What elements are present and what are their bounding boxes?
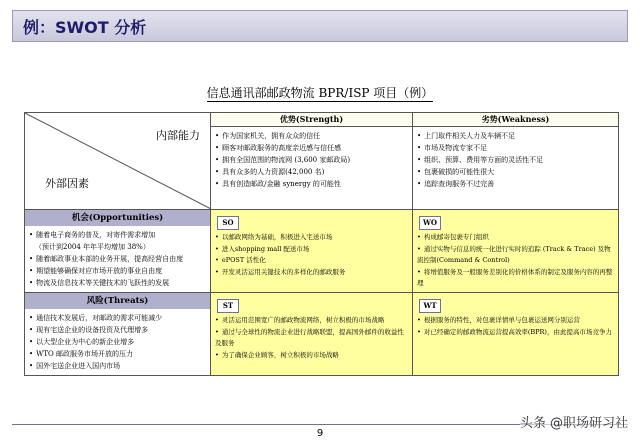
page-number: 9 bbox=[316, 428, 324, 439]
title-bar bbox=[12, 10, 628, 42]
internal-capability-label: 内部能力 bbox=[156, 129, 200, 142]
swot-table bbox=[24, 112, 619, 376]
threat-item: • 以大型企业为中心的新企业增多 bbox=[29, 336, 208, 348]
opportunity-item: • 随着电子商务的普及，对寄件需求增加 bbox=[29, 229, 208, 241]
opportunity-item: • 物流及信息技术等关键技术的飞跃性的发展 bbox=[29, 277, 208, 289]
strength-item: • 具有创造邮政/金融 synergy 的可能性 bbox=[215, 178, 410, 190]
threats-cell bbox=[25, 293, 211, 376]
st-item: • 通过与全球性的物流企业进行战略联盟，提高国外邮件的收益性及服务 bbox=[215, 327, 410, 350]
wt-tag: WT bbox=[419, 299, 441, 313]
page-title: 例：SWOT 分析 bbox=[23, 18, 147, 37]
diagonal-header-cell bbox=[25, 113, 211, 210]
wt-item: • 根据服务的特性，对包裹详情单与包裹运送网分别运营 bbox=[417, 315, 616, 327]
weakness-item: • 包裹破损的可能性很大 bbox=[417, 166, 616, 178]
wo-item: • 构成邮寄包裹专门组织 bbox=[417, 232, 616, 244]
opportunity-item: （预计到2004 年年平均增加 38%） bbox=[35, 243, 150, 251]
so-cell bbox=[211, 210, 413, 293]
wo-cell bbox=[413, 210, 619, 293]
so-item: • 开发灵活运用关键技术的多样化的邮政服务 bbox=[215, 267, 410, 279]
st-cell bbox=[211, 293, 413, 376]
so-item: • 进入shopping mall 配送市场 bbox=[215, 244, 410, 256]
strength-item: • 拥有全国范围的物流网 (3,600 家邮政局) bbox=[215, 154, 410, 166]
threat-item: • 现有宅送企业的设备投资及代理增多 bbox=[29, 324, 208, 336]
st-item: • 为了确保企业顾客，树立积极的市场战略 bbox=[215, 350, 410, 362]
so-item: • ePOST 活性化 bbox=[215, 255, 410, 267]
wo-item: • 通过实物与信息的统一化进行实时的追踪 (Track & Trace) 及物流控制(Command & Control) bbox=[417, 244, 616, 267]
wo-tag: WO bbox=[419, 216, 441, 230]
strengths-cell bbox=[211, 127, 413, 210]
strength-item: • 作为国家机关，拥有众众的信任 bbox=[215, 130, 410, 142]
weakness-item: • 上门取件相关人力及车辆不足 bbox=[417, 130, 616, 142]
strength-item: • 具有众多的人力资源(42,000 名) bbox=[215, 166, 410, 178]
opportunities-header: 机会(Opportunities) bbox=[25, 210, 210, 226]
weakness-item: • 组织、预算、费用等方面的灵活性不足 bbox=[417, 154, 616, 166]
st-tag: ST bbox=[217, 299, 239, 313]
subtitle bbox=[0, 84, 640, 101]
weaknesses-cell bbox=[413, 127, 619, 210]
external-factors-label: 外部因素 bbox=[45, 177, 89, 190]
st-item: • 灵活运用范围宽广的邮政物流网络，树立积极的市场战略 bbox=[215, 315, 410, 327]
so-item: • 以邮政网络为基础，积极进入宅送市场 bbox=[215, 232, 410, 244]
strength-header: 优势(Strength) bbox=[211, 113, 413, 127]
weakness-item: • 市场及物流专家不足 bbox=[417, 142, 616, 154]
watermark: 头条 @职场研习社 bbox=[520, 412, 628, 431]
opportunity-item: • 随着邮政事业本部的业务开展，提高经营自由度 bbox=[29, 253, 208, 265]
so-tag: SO bbox=[217, 216, 239, 230]
wt-cell bbox=[413, 293, 619, 376]
subtitle-text: 信息通讯部邮政物流 BPR/ISP 项目（例） bbox=[206, 86, 434, 100]
threat-item: • WTO 邮政服务市场开放的压力 bbox=[29, 348, 208, 360]
strength-item: • 顾客对邮政服务的高度亲近感与信任感 bbox=[215, 142, 410, 154]
threat-item: • 通信技术发展后，对邮政的需求可能减少 bbox=[29, 312, 208, 324]
opportunities-cell bbox=[25, 210, 211, 293]
threat-item: • 国外宅送企业进入国内市场 bbox=[29, 360, 208, 372]
weakness-item: • 追踪查询服务不过完善 bbox=[417, 178, 616, 190]
threats-header: 风险(Threats) bbox=[25, 293, 210, 309]
wt-item: • 对已经确定的邮政物流运营提高效率(BPR)，由此提高市场竞争力 bbox=[417, 327, 616, 339]
weakness-header: 劣势(Weakness) bbox=[413, 113, 619, 127]
wo-item: • 将增值服务及一般服务差别化的价格体系的制定及服务内容的再整理 bbox=[417, 267, 616, 290]
opportunity-item: • 期望能够确保对应市场开放的事业自由度 bbox=[29, 265, 208, 277]
